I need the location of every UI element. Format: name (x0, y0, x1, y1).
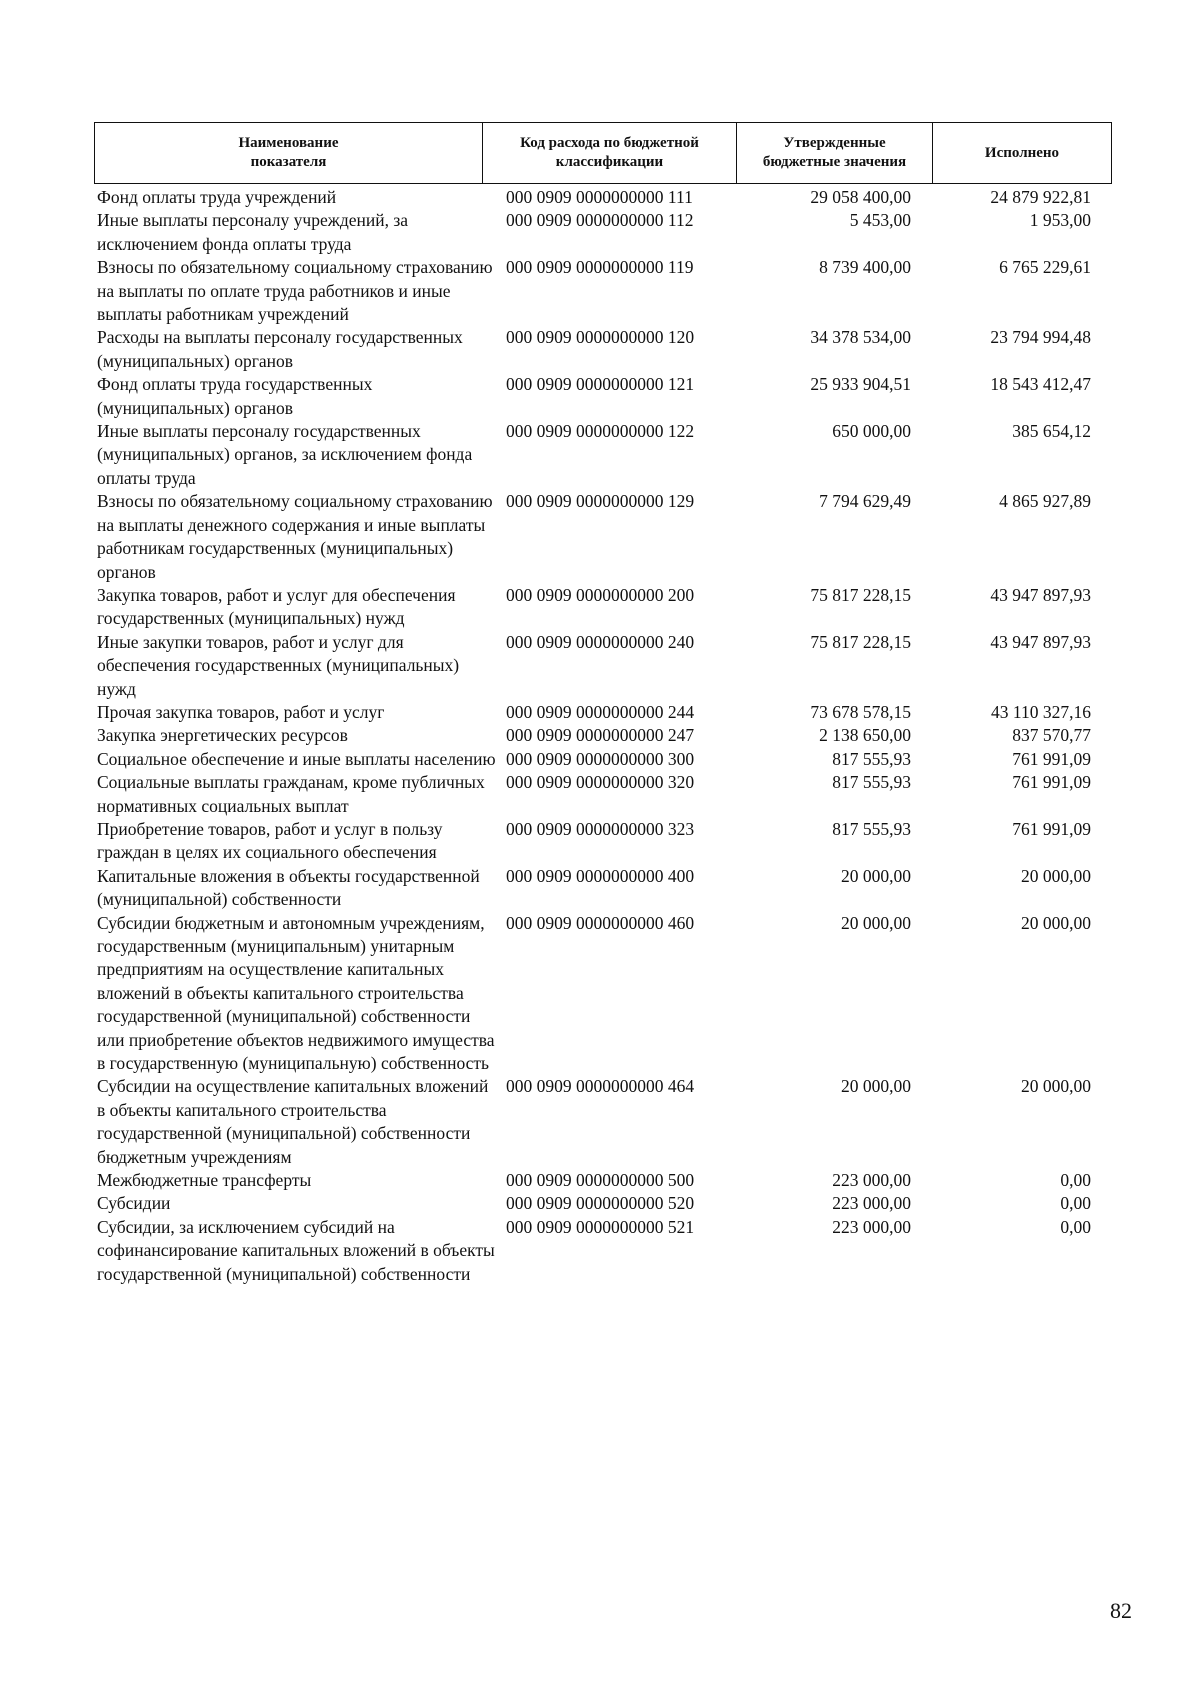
row-code: 000 0909 0000000000 120 (506, 327, 695, 348)
table-body (97, 186, 1117, 1286)
table-row (97, 724, 1117, 747)
table-row (97, 771, 1117, 818)
row-executed: 761 991,09 (1012, 818, 1091, 839)
row-executed: 43 947 897,93 (990, 631, 1091, 652)
table-row (97, 1169, 1117, 1192)
row-code: 000 0909 0000000000 247 (506, 725, 695, 746)
row-approved: 223 000,00 (832, 1216, 911, 1237)
row-code: 000 0909 0000000000 240 (506, 631, 695, 652)
row-code: 000 0909 0000000000 500 (506, 1170, 695, 1191)
row-code: 000 0909 0000000000 244 (506, 701, 695, 722)
row-name: Межбюджетные трансферты (97, 1170, 312, 1191)
row-code: 000 0909 0000000000 112 (506, 210, 694, 231)
row-name: Субсидии (97, 1193, 171, 1214)
row-executed: 385 654,12 (1012, 421, 1091, 442)
row-code: 000 0909 0000000000 520 (506, 1193, 695, 1214)
row-code: 000 0909 0000000000 300 (506, 748, 695, 769)
row-executed: 18 543 412,47 (990, 374, 1091, 395)
table-row (97, 326, 1117, 373)
table-row (97, 865, 1117, 912)
row-approved: 20 000,00 (841, 1076, 911, 1097)
row-executed: 0,00 (1060, 1216, 1091, 1237)
row-name: Взносы по обязательному социальному страхованию на выплаты денежного содержания и иные выплаты работникам государственных (муниципальных) органов (97, 491, 493, 582)
table-row (97, 1192, 1117, 1215)
row-name: Приобретение товаров, работ и услуг в пользу граждан в целях их социального обеспечения (97, 818, 443, 863)
row-approved: 817 555,93 (832, 818, 911, 839)
table-row (97, 256, 1117, 326)
row-approved: 75 817 228,15 (810, 584, 911, 605)
row-approved: 7 794 629,49 (819, 491, 911, 512)
row-code: 000 0909 0000000000 122 (506, 421, 695, 442)
page-number: 82 (1110, 1598, 1132, 1623)
row-approved: 75 817 228,15 (810, 631, 911, 652)
table-row (97, 490, 1117, 584)
table-row (97, 373, 1117, 420)
row-name: Субсидии бюджетным и автономным учреждениям, государственным (муниципальным) унитарным предприятиям на осуществление капитальных вложений в объекты капитального строительства государственной (муниципальной) собственности или приобретение объектов недвижимого имущества в государственную (муниципальную) собственность (97, 912, 495, 1074)
row-approved: 29 058 400,00 (810, 187, 911, 207)
row-code: 000 0909 0000000000 323 (506, 818, 695, 839)
header-name: Наименование показателя (95, 123, 483, 183)
row-approved: 223 000,00 (832, 1170, 911, 1191)
table-row (97, 818, 1117, 865)
row-name: Фонд оплаты труда государственных (муниципальных) органов (97, 374, 373, 418)
row-approved: 20 000,00 (841, 912, 911, 933)
row-name: Фонд оплаты труда учреждений (97, 187, 337, 207)
row-code: 000 0909 0000000000 200 (506, 584, 695, 605)
row-approved: 73 678 578,15 (810, 701, 911, 722)
row-name: Социальное обеспечение и иные выплаты населению (97, 748, 496, 769)
row-approved: 25 933 904,51 (810, 374, 911, 395)
table-row (97, 1075, 1117, 1169)
row-executed: 837 570,77 (1012, 725, 1091, 746)
row-name: Иные выплаты персоналу государственных (муниципальных) органов, за исключением фонда оплаты труда (97, 421, 473, 488)
table-row (97, 631, 1117, 701)
row-code: 000 0909 0000000000 521 (506, 1216, 695, 1237)
header-approved: Утвержденные бюджетные значения (737, 123, 933, 183)
table-row (97, 186, 1117, 209)
row-approved: 20 000,00 (841, 865, 911, 886)
row-executed: 4 865 927,89 (999, 491, 1091, 512)
row-name: Иные закупки товаров, работ и услуг для обеспечения государственных (муниципальных) нужд (97, 631, 460, 699)
row-code: 000 0909 0000000000 129 (506, 491, 695, 512)
row-approved: 5 453,00 (849, 210, 911, 231)
row-code: 000 0909 0000000000 320 (506, 772, 695, 793)
table-row (97, 748, 1117, 771)
row-approved: 8 739 400,00 (819, 257, 911, 278)
row-executed: 761 991,09 (1012, 772, 1091, 793)
table-row (97, 701, 1117, 724)
row-executed: 20 000,00 (1021, 912, 1091, 933)
row-name: Расходы на выплаты персоналу государственных (муниципальных) органов (97, 327, 463, 371)
row-name: Субсидии, за исключением субсидий на софинансирование капитальных вложений в объекты государственной (муниципальной) собственности (97, 1216, 495, 1284)
row-executed: 43 110 327,16 (991, 701, 1091, 722)
row-executed: 20 000,00 (1021, 1076, 1091, 1097)
header-code: Код расхода по бюджетной классификации (483, 123, 737, 183)
row-executed: 0,00 (1060, 1193, 1091, 1214)
row-executed: 6 765 229,61 (999, 257, 1091, 278)
row-code: 000 0909 0000000000 111 (506, 187, 693, 207)
row-code: 000 0909 0000000000 460 (506, 912, 695, 933)
row-name: Закупка энергетических ресурсов (97, 725, 348, 746)
row-code: 000 0909 0000000000 400 (506, 865, 695, 886)
table-row (97, 1216, 1117, 1286)
row-code: 000 0909 0000000000 121 (506, 374, 695, 395)
row-approved: 2 138 650,00 (819, 725, 911, 746)
row-code: 000 0909 0000000000 464 (506, 1076, 695, 1097)
row-executed: 23 794 994,48 (990, 327, 1091, 348)
row-name: Капитальные вложения в объекты государственной (муниципальной) собственности (97, 865, 480, 910)
table-row (97, 912, 1117, 1076)
row-name: Иные выплаты персоналу учреждений, за исключением фонда оплаты труда (97, 210, 409, 254)
row-approved: 223 000,00 (832, 1193, 911, 1214)
row-executed: 24 879 922,81 (990, 187, 1091, 207)
row-executed: 761 991,09 (1012, 748, 1091, 769)
row-approved: 34 378 534,00 (810, 327, 911, 348)
row-code: 000 0909 0000000000 119 (506, 257, 694, 278)
table-row (97, 584, 1117, 631)
row-approved: 650 000,00 (832, 421, 911, 442)
row-name: Субсидии на осуществление капитальных вложений в объекты капитального строительства государственной (муниципальной) собственности бюджетным учреждениям (97, 1076, 489, 1167)
table-row (97, 420, 1117, 490)
row-executed: 43 947 897,93 (990, 584, 1091, 605)
table-header (94, 122, 1112, 184)
row-executed: 1 953,00 (1029, 210, 1091, 231)
row-approved: 817 555,93 (832, 748, 911, 769)
row-executed: 20 000,00 (1021, 865, 1091, 886)
row-name: Закупка товаров, работ и услуг для обеспечения государственных (муниципальных) нужд (97, 584, 456, 629)
row-approved: 817 555,93 (832, 772, 911, 793)
row-name: Социальные выплаты гражданам, кроме публичных нормативных социальных выплат (97, 772, 485, 816)
table-row (97, 209, 1117, 256)
row-name: Взносы по обязательному социальному страхованию на выплаты по оплате труда работников и иные выплаты работникам учреждений (97, 257, 493, 325)
row-executed: 0,00 (1060, 1170, 1091, 1191)
header-executed: Исполнено (984, 144, 1060, 161)
row-name: Прочая закупка товаров, работ и услуг (97, 701, 385, 722)
